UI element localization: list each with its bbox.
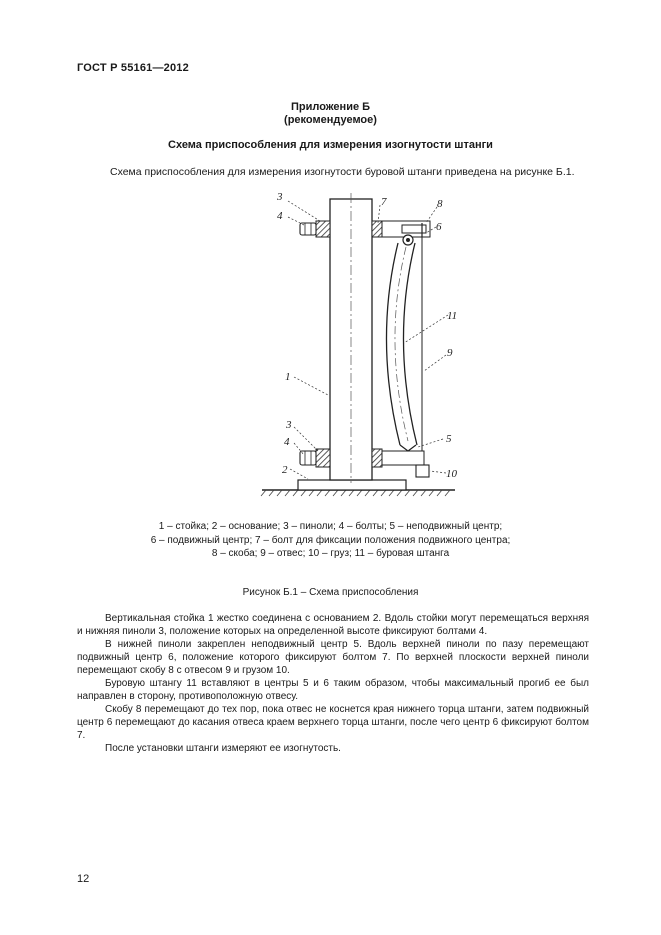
- legend-line-3: 8 – скоба; 9 – отвес; 10 – груз; 11 – буровая штанга: [211, 548, 450, 559]
- label-3-upper: 3: [277, 191, 283, 203]
- label-6: 6: [436, 221, 442, 233]
- ground-line: [261, 490, 455, 496]
- label-10: 10: [446, 468, 457, 480]
- legend-line-1: 1 – стойка; 2 – основание; 3 – пиноли; 4 – болты; 5 – неподвижный центр;: [158, 521, 503, 532]
- appendix-title: Приложение Б: [290, 101, 371, 113]
- label-9: 9: [447, 347, 453, 359]
- label-4-upper: 4: [277, 210, 283, 222]
- label-3-lower: 3: [286, 419, 292, 431]
- appendix-heading: [0, 101, 661, 127]
- page-number: 12: [77, 873, 90, 885]
- appendix-subtitle: (рекомендуемое): [284, 114, 377, 126]
- movable-center: [403, 235, 413, 245]
- document-header: ГОСТ Р 55161—2012: [77, 62, 189, 74]
- label-5: 5: [446, 433, 452, 445]
- label-1: 1: [285, 371, 291, 383]
- label-11: 11: [447, 310, 458, 322]
- paragraph-2: В нижней пиноли закреплен неподвижный центр 5. Вдоль верхней пиноли по пазу перемещают подвижный центр 6, положение которого фиксируют болтом 7. По верхней плоскости верхней пиноли перемещают скобу 8 с отвесом 9 и грузом 10.: [77, 639, 589, 676]
- label-4-lower: 4: [284, 436, 290, 448]
- drill-rod: [386, 243, 417, 445]
- paragraph-5: После установки штанги измеряют ее изогнутость.: [105, 743, 341, 754]
- base-plate: [298, 480, 406, 490]
- paragraph-1: Вертикальная стойка 1 жестко соединена с основанием 2. Вдоль стойки могут перемещаться верхняя и нижняя пиноли 3, положение которых на определенной высоте фиксируют болтами 4.: [77, 613, 589, 637]
- vertical-stand: [330, 193, 372, 483]
- body-text: [77, 612, 589, 755]
- paragraph-3: Буровую штангу 11 вставляют в центры 5 и 6 таким образом, чтобы максимальный прогиб ее был направлен в сторону, противоположную отвесу.: [77, 678, 589, 702]
- device-diagram: [250, 183, 460, 498]
- legend-line-2: 6 – подвижный центр; 7 – болт для фиксации положения подвижного центра;: [150, 534, 511, 546]
- figure-legend: [0, 520, 661, 561]
- upper-bolt: [300, 223, 316, 235]
- label-8: 8: [437, 198, 443, 210]
- label-2: 2: [282, 464, 288, 476]
- intro-paragraph: Схема приспособления для измерения изогнутости буровой штанги приведена на рисунке Б.1.: [110, 166, 575, 178]
- figure-caption: Рисунок Б.1 – Схема приспособления: [242, 587, 419, 598]
- weight: [416, 465, 429, 477]
- section-title: Схема приспособления для измерения изогнутости штанги: [168, 139, 493, 151]
- fixed-center: [400, 445, 416, 451]
- paragraph-4: Скобу 8 перемещают до тех пор, пока отвес не коснется края нижнего торца штанги, затем подвижный центр 6 перемещают до касания отвеса краем верхнего торца штанги, после чего центр 6 фиксируют болтом 7.: [77, 704, 589, 741]
- label-7: 7: [381, 196, 387, 208]
